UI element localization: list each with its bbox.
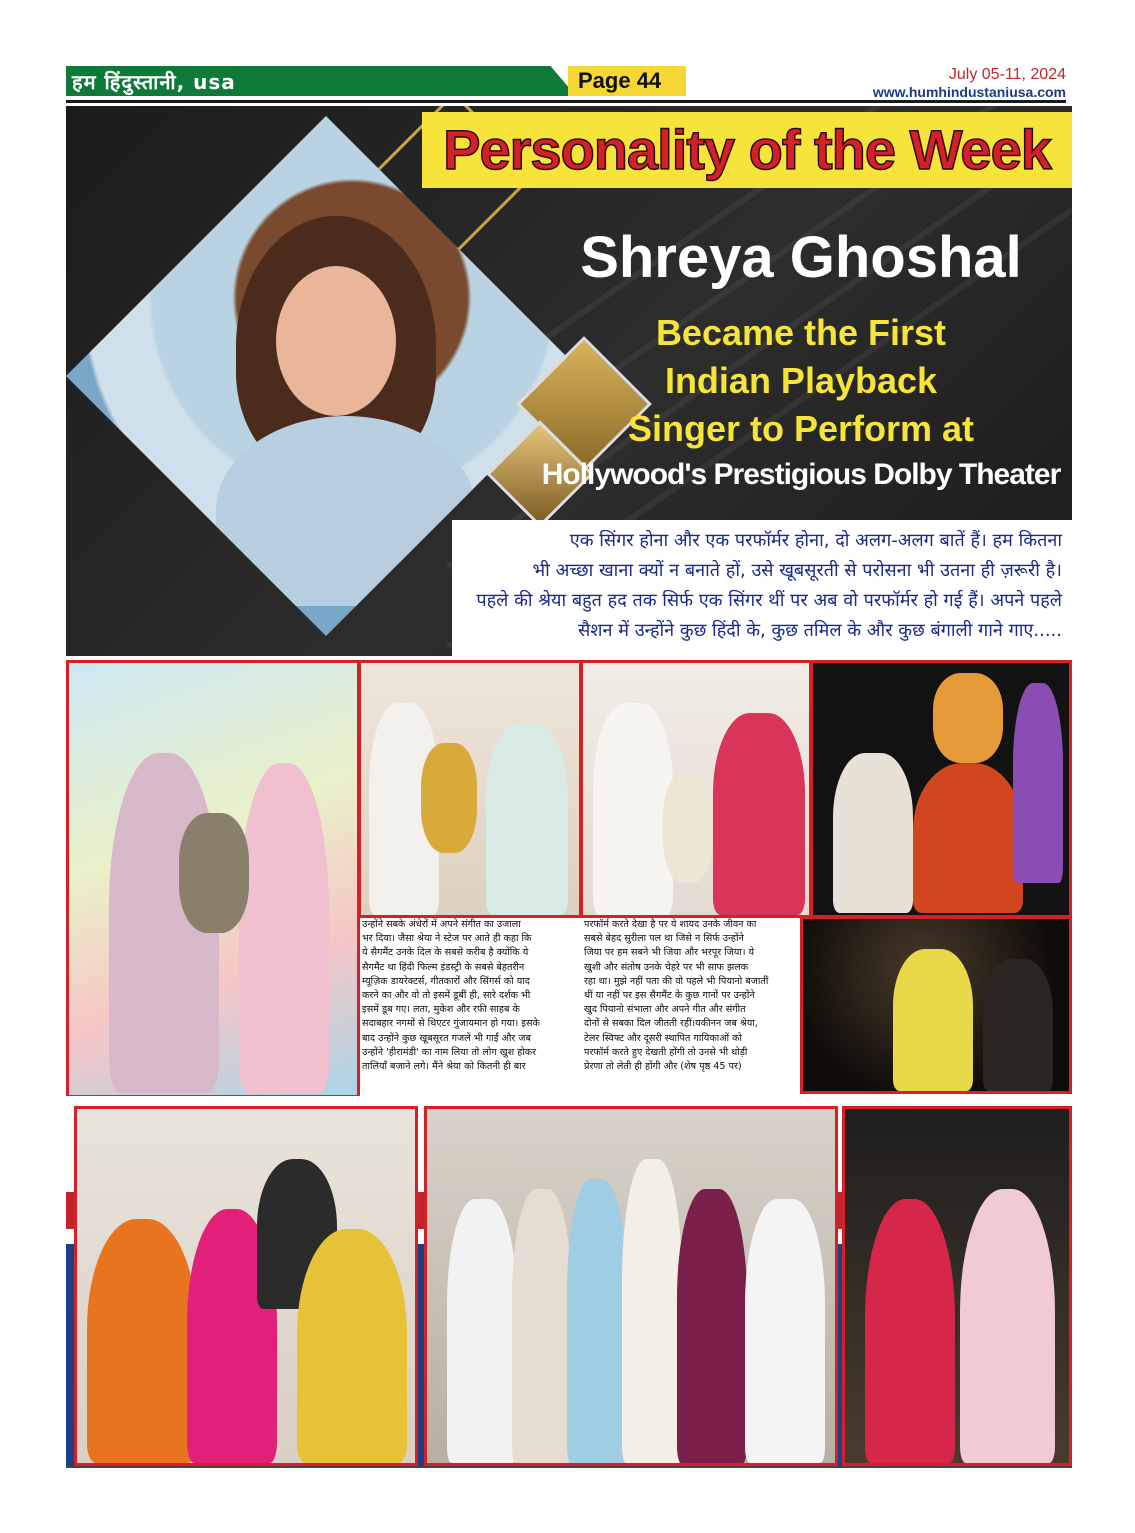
article-line: जिया पर हम सबने भी जिया और भरपूर जिया। ये (584, 947, 755, 959)
person-figure (622, 1159, 682, 1463)
article-line: बाद उन्होंने कुछ खूबसूरत गजलें भी गाईं और जब (362, 1032, 531, 1044)
page-number: Page 44 (578, 68, 662, 93)
article-line: सबसे बेहद सुरीला पल था जिसे न सिर्फ उन्होंने (584, 933, 744, 945)
article-line: म्यूज़िक डायरेक्टर्स, गीतकारों और सिंगर्स को याद (362, 975, 530, 987)
article-line: सैगमैंट था हिंदी फिल्म इंडस्ट्री के सबसे बेहतरीन (362, 961, 525, 973)
photo-family-saree (580, 660, 812, 918)
photo-family-festive (358, 660, 582, 918)
person-figure (486, 723, 568, 915)
person-figure (512, 1189, 572, 1463)
groom-figure (833, 753, 913, 913)
musician-figure (983, 959, 1053, 1091)
intro-box (452, 520, 1072, 656)
article-line: टेलर स्विफ्ट और दूसरी स्थापित गायिकाओं को (584, 1032, 742, 1044)
article-line: खुशी और संतोष उनके चेहरे पर भी साफ झलक (584, 961, 749, 973)
article-line: सदाबहार नगमों से थिएटर गुंजायमान हो गया। इसके (362, 1018, 540, 1030)
hero-section (66, 106, 1072, 656)
article-line: उन्होंने सबके अंधेरों में अपने संगीत का उजाला (362, 919, 521, 930)
child-figure (663, 773, 713, 883)
article-line: प्रेरणा तो लेती ही होंगी और (शेष पृष्ठ 45 पर) (584, 1061, 742, 1073)
intro-line: एक सिंगर होना और एक परफॉर्मर होना, दो अलग-अलग बातें हैं। हम कितना (569, 530, 1062, 551)
photo-friends-mehndi (74, 1106, 418, 1466)
article-line: भर दिया। जैसा श्रेया ने स्टेज पर आते ही कहा कि (362, 933, 532, 945)
intro-line: पहले की श्रेया बहुत हद तक सिर्फ एक सिंगर थीं पर अब वो परफॉर्मर हो गई हैं। अपने पहले (476, 590, 1062, 611)
article-line: उन्होंने 'हीरामंडी' का नाम लिया तो लोग खुश होकर (362, 1046, 537, 1058)
article-line: खुद पियानो संभाला और अपने गीत और संगीत (584, 1004, 746, 1016)
person-figure (1013, 683, 1063, 883)
subtitle-line: Indian Playback (664, 360, 938, 401)
child-figure (179, 813, 249, 933)
photo-wedding (810, 660, 1072, 918)
website-link[interactable]: www.humhindustaniusa.com (872, 84, 1066, 100)
photo-holi-family (66, 660, 360, 1098)
photo-concert (800, 916, 1072, 1094)
issue-date: July 05-11, 2024 (948, 66, 1066, 83)
headline-banner-text: Personality of the Week (443, 118, 1051, 181)
intro-line: सैशन में उन्होंने कुछ हिंदी के, कुछ तमिल के और कुछ बंगाली गाने गाए..... (578, 620, 1062, 641)
article-line: करने का और वो तो इसमें डूबीं ही, सारे दर्शक भी (362, 990, 531, 1002)
subtitle-line: Became the First (655, 312, 947, 353)
photo-two-women (842, 1106, 1072, 1466)
child-figure (421, 743, 477, 853)
masthead-title: हम हिंदुस्तानी, usa (72, 70, 236, 94)
singer-figure (893, 949, 973, 1091)
bottom-rule (66, 1466, 1072, 1468)
subtitle-line: Singer to Perform at (627, 408, 975, 449)
article-line: तालियाँ बजाने लगे। मैंने श्रेया को कितनी ही बार (362, 1061, 526, 1073)
person-figure (713, 713, 805, 915)
person-figure (745, 1199, 825, 1463)
portrait-face (276, 266, 396, 416)
article-line: दोनों से सबका दिल जीतती रहीं।यकीनन जब श्रेया, (584, 1018, 758, 1030)
intro-line: भी अच्छा खाना क्यों न बनाते हों, उसे खूबसूरती से परोसना भी उतना ही ज़रूरी है। (532, 560, 1062, 581)
article-column-1 (362, 918, 572, 1074)
bride-figure (913, 763, 1023, 913)
subtitle-venue: Hollywood's Prestigious Dolby Theater (541, 458, 1061, 491)
article-line: रहा था। मुझे नहीं पता की वो पहले भी पियानो बजातीं (584, 975, 769, 987)
person-figure (567, 1179, 627, 1463)
article-line: ये सैगमैंट उनके दिल के सबसे करीब है क्योंकि ये (362, 947, 529, 959)
header-rule (66, 100, 1066, 103)
person-figure (239, 763, 329, 1093)
person-figure (865, 1199, 955, 1463)
person-figure (960, 1189, 1055, 1463)
article-line: थीं या नहीं पर इस सैगमैंट के कुछ गानों पर उन्होंने (584, 990, 755, 1002)
article-line: परफॉर्म करते हुए देखती होंगी तो उनसे भी थोड़ी (584, 1046, 748, 1058)
person-figure (87, 1219, 197, 1463)
article-line: इसमें डूब गए। लता, मुकेश और रफी साहब के (362, 1004, 520, 1016)
portrait-jacket (216, 416, 476, 606)
person-figure (593, 703, 673, 915)
person-figure (933, 673, 1003, 763)
photo-group-event (424, 1106, 838, 1466)
article-column-2 (584, 918, 796, 1074)
personality-name: Shreya Ghoshal (580, 225, 1022, 290)
person-figure (297, 1229, 407, 1463)
article-line: परफॉर्म करते देखा है पर ये शायद उनके जीवन का (584, 919, 757, 930)
person-figure (447, 1199, 517, 1463)
person-figure (677, 1189, 747, 1463)
